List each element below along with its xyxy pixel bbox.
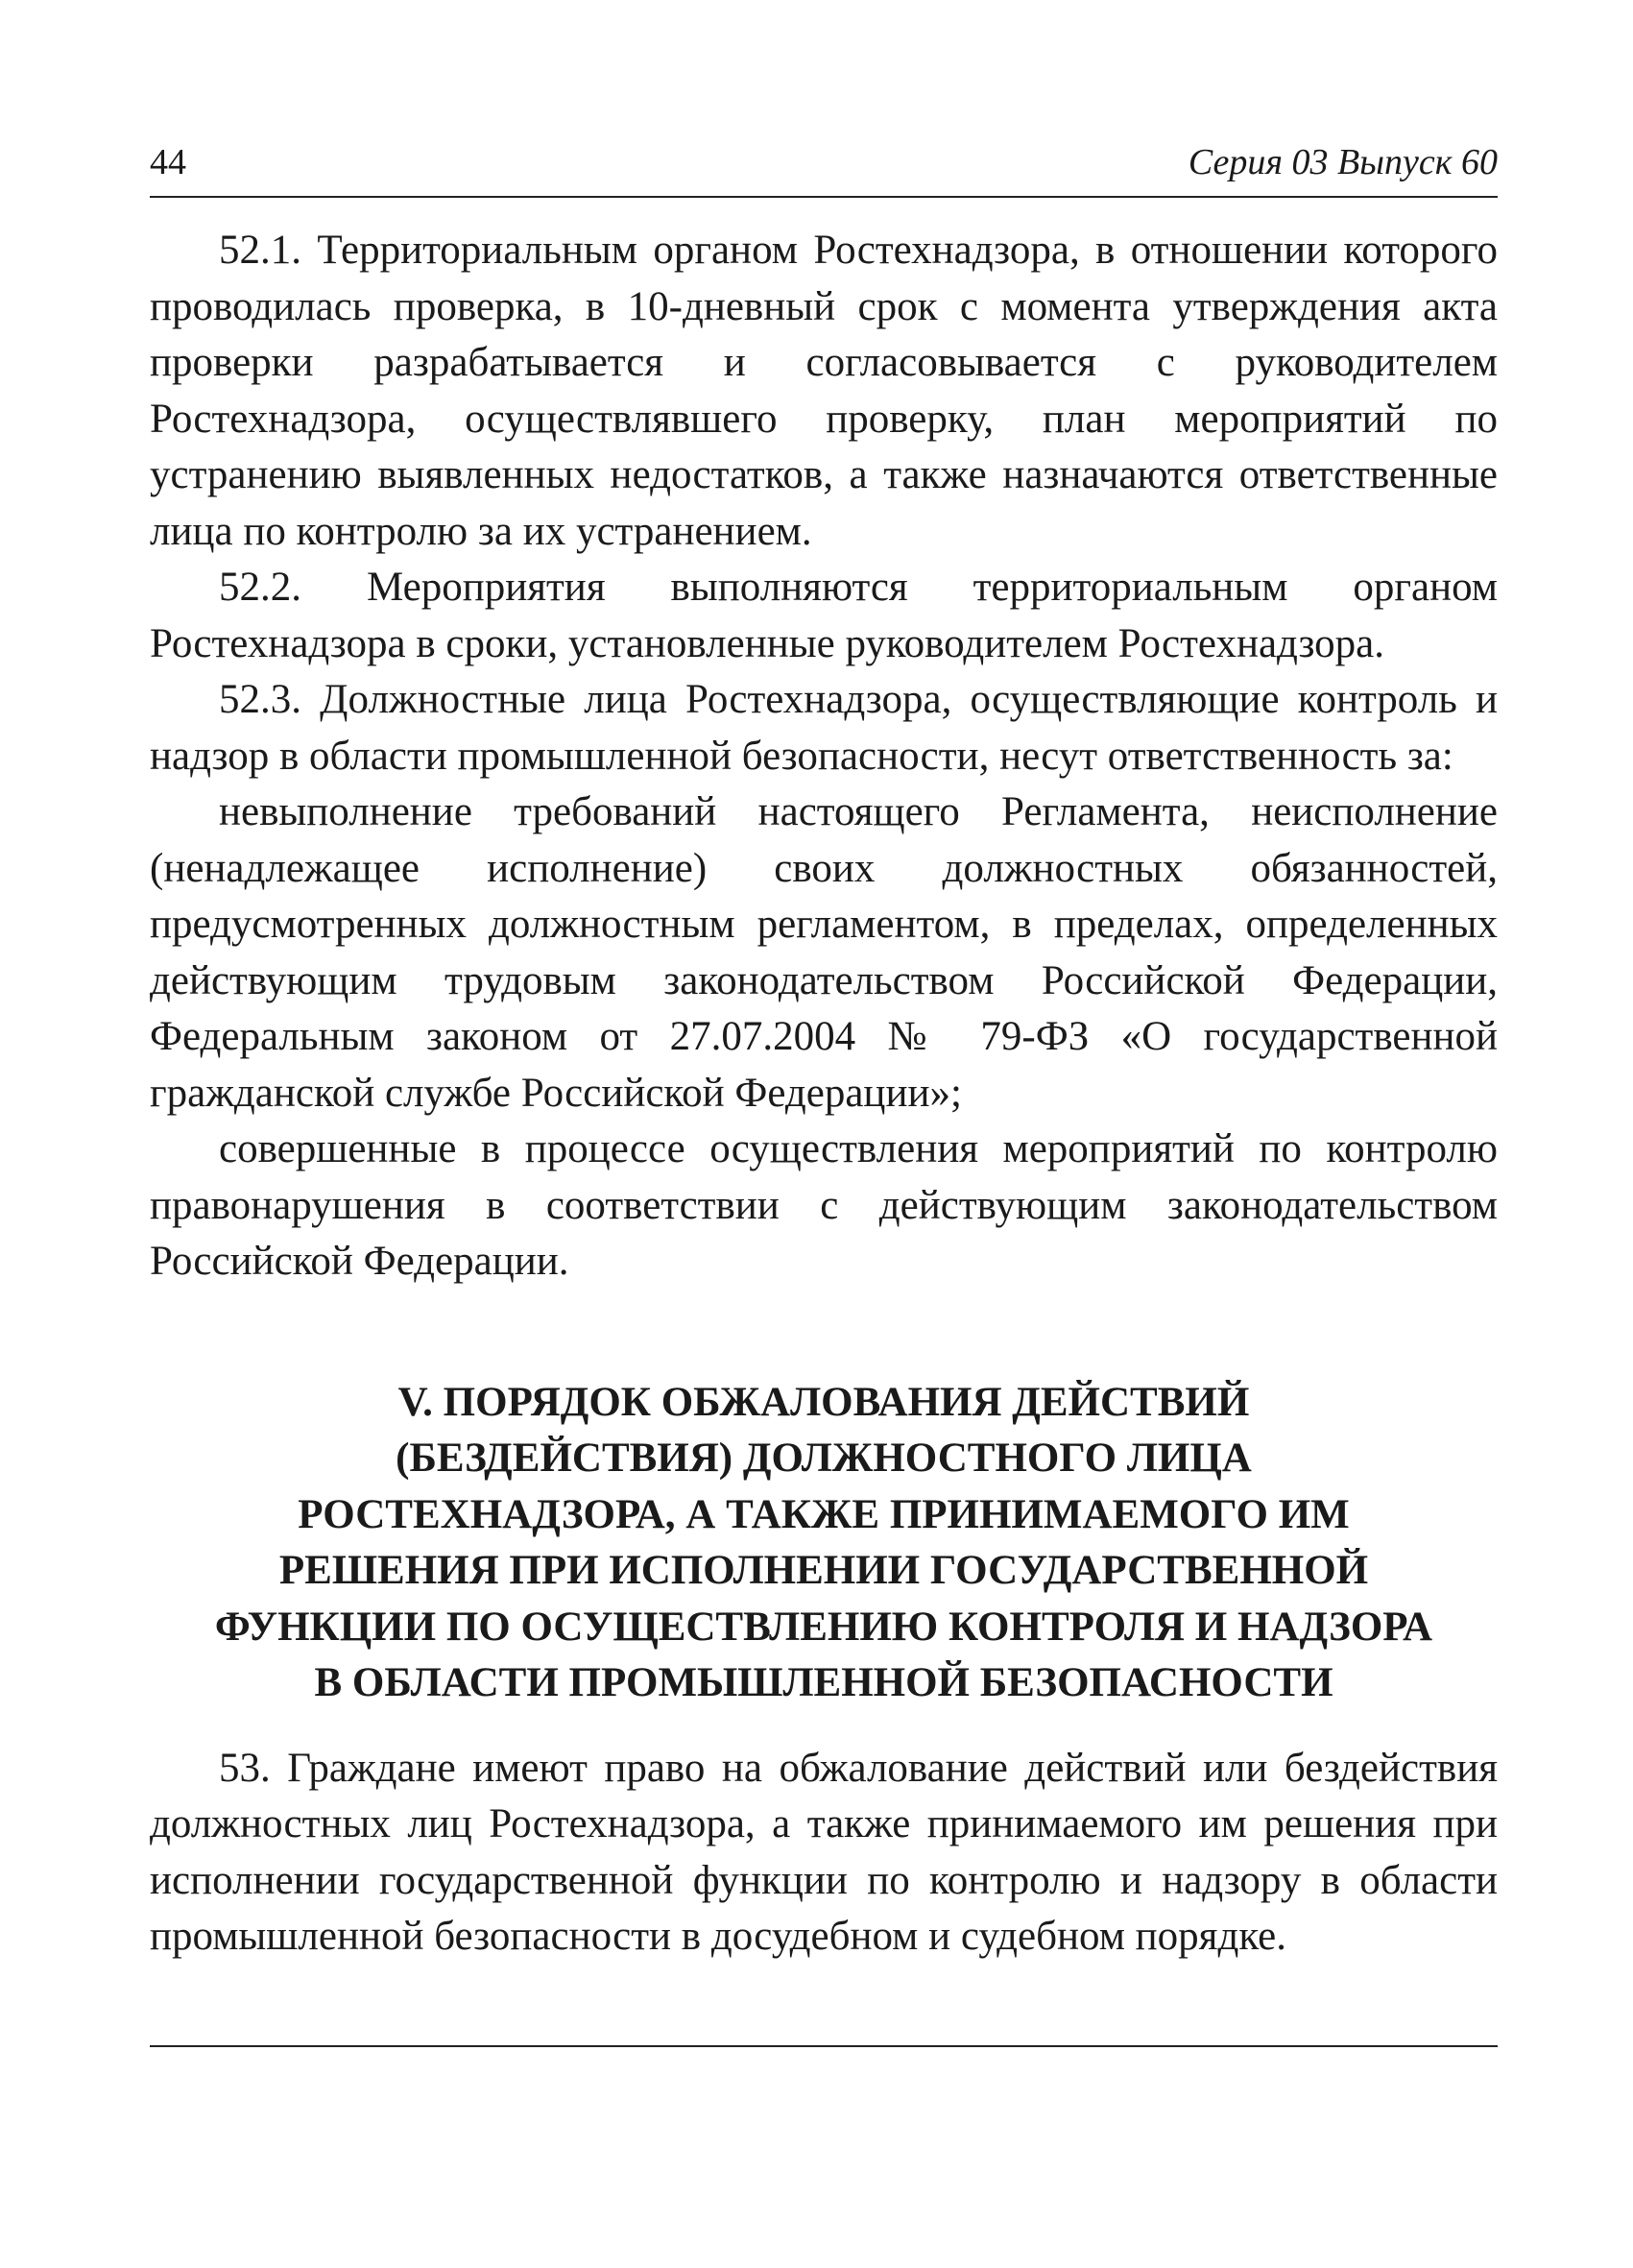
page-number: 44 — [150, 142, 186, 182]
paragraph-52-3: 52.3. Должностные лица Ростехнадзора, осуществляющие контроль и надзор в области промышленной безопасности, несут ответственность за: — [150, 677, 1498, 779]
section-heading-line: ФУНКЦИИ ПО ОСУЩЕСТВЛЕНИЮ КОНТРОЛЯ И НАДЗОРА — [214, 1604, 1433, 1650]
paragraph-responsibility-1: невыполнение требований настоящего Регламента, неисполнение (ненадлежащее исполнение) своих должностных обязанностей, предусмотренных должностным регламентом, в пределах, определенных действующим трудовым законодательством Российской Федерации, Федеральным законом от 27.07.2004 № 79-ФЗ «О государственной гражданской службе Российской Федерации»; — [150, 789, 1498, 1116]
section-heading-line: РОСТЕХНАДЗОРА, А ТАКЖЕ ПРИНИМАЕМОГО ИМ — [298, 1491, 1350, 1537]
body-text — [150, 223, 1498, 1966]
section-heading — [150, 1375, 1498, 1712]
page-header — [150, 134, 1498, 190]
paragraph-52-2: 52.2. Мероприятия выполняются территориальным органом Ростехнадзора в сроки, установленные руководителем Ростехнадзора. — [150, 565, 1498, 666]
section-heading-line: (БЕЗДЕЙСТВИЯ) ДОЛЖНОСТНОГО ЛИЦА — [396, 1436, 1252, 1481]
section-heading-line: РЕШЕНИЯ ПРИ ИСПОЛНЕНИИ ГОСУДАРСТВЕННОЙ — [278, 1548, 1369, 1593]
paragraph-53: 53. Граждане имеют право на обжалование действий или бездействия должностных лиц Ростехнадзора, а также принимаемого им решения при исполнении государственной функции по контролю и надзору в области промышленной безопасности в досудебном и судебном порядке. — [150, 1745, 1498, 1959]
section-heading-line: V. ПОРЯДОК ОБЖАЛОВАНИЯ ДЕЙСТВИЙ — [397, 1379, 1250, 1425]
document-page — [150, 134, 1498, 1966]
header-rule — [150, 196, 1498, 198]
paragraph-52-1: 52.1. Территориальным органом Ростехнадзора, в отношении которого проводилась проверка, в 10-дневный срок с момента утверждения акта проверки разрабатывается и согласовывается с руководителем Ростехнадзора, осуществлявшего проверку, план мероприятий по устранению выявленных недостатков, а также назначаются ответственные лица по контролю за их устранением. — [150, 228, 1498, 554]
footer-rule — [150, 2045, 1498, 2047]
paragraph-responsibility-2: совершенные в процессе осуществления мероприятий по контролю правонарушения в соответствии с действующим законодательством Российской Федерации. — [150, 1126, 1498, 1284]
section-heading-line: В ОБЛАСТИ ПРОМЫШЛЕННОЙ БЕЗОПАСНОСТИ — [314, 1660, 1333, 1705]
running-head: Серия 03 Выпуск 60 — [1188, 142, 1498, 182]
